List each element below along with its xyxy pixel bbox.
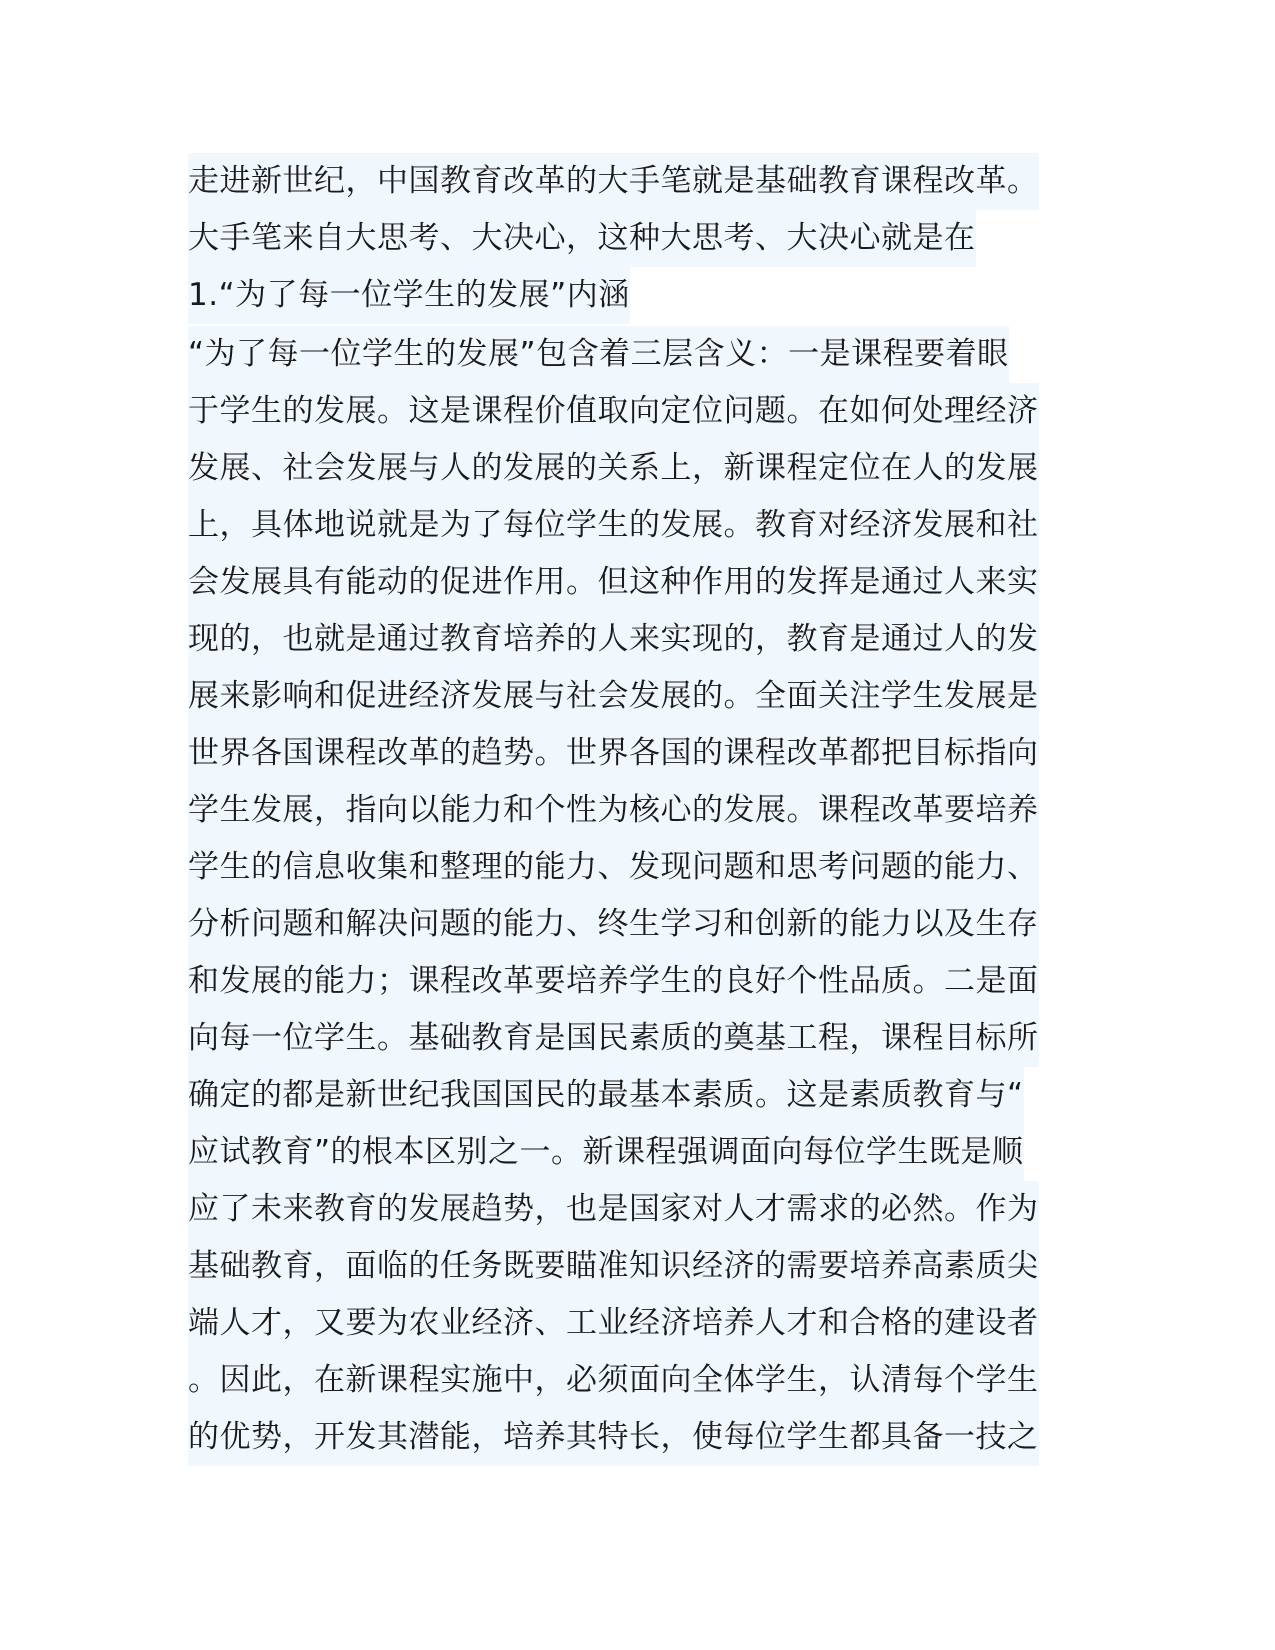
intro-line-1: 走进新世纪，中国教育改革的大手笔就是基础教育课程改革。 [188, 153, 1088, 210]
paragraph-line: 应了未来教育的发展趋势，也是国家对人才需求的必然。作为 [188, 1181, 1088, 1238]
paragraph-line: 和发展的能力；课程改革要培养学生的良好个性品质。二是面 [188, 953, 1088, 1010]
paragraph-line: 世界各国课程改革的趋势。世界各国的课程改革都把目标指向 [188, 725, 1088, 782]
paragraph-line: 端人才，又要为农业经济、工业经济培养人才和合格的建设者 [188, 1295, 1088, 1352]
paragraph-line: 会发展具有能动的促进作用。但这种作用的发挥是通过人来实 [188, 554, 1088, 611]
paragraph-line: 展来影响和促进经济发展与社会发展的。全面关注学生发展是 [188, 668, 1088, 725]
paragraph-line: 分析问题和解决问题的能力、终生学习和创新的能力以及生存 [188, 896, 1088, 953]
paragraph-line: 于学生的发展。这是课程价值取向定位问题。在如何处理经济 [188, 383, 1088, 440]
paragraph-line: 学生的信息收集和整理的能力、发现问题和思考问题的能力、 [188, 839, 1088, 896]
document-body [188, 153, 1088, 1466]
paragraph-line: 发展、社会发展与人的发展的关系上，新课程定位在人的发展 [188, 440, 1088, 497]
paragraph-line: 学生发展，指向以能力和个性为核心的发展。课程改革要培养 [188, 782, 1088, 839]
paragraph-line: 基础教育，面临的任务既要瞄准知识经济的需要培养高素质尖 [188, 1238, 1088, 1295]
paragraph-line: 的优势，开发其潜能，培养其特长，使每位学生都具备一技之 [188, 1409, 1088, 1466]
paragraph-line: “为了每一位学生的发展”包含着三层含义：一是课程要着眼 [188, 326, 1088, 383]
paragraph-line: 现的，也就是通过教育培养的人来实现的，教育是通过人的发 [188, 611, 1088, 668]
paragraph-line: 确定的都是新世纪我国国民的最基本素质。这是素质教育与“ [188, 1067, 1088, 1124]
paragraph-line: 上，具体地说就是为了每位学生的发展。教育对经济发展和社 [188, 497, 1088, 554]
paragraph-line: 应试教育”的根本区别之一。新课程强调面向每位学生既是顺 [188, 1124, 1088, 1181]
paragraph-line: 向每一位学生。基础教育是国民素质的奠基工程，课程目标所 [188, 1010, 1088, 1067]
section-heading: 1.“为了每一位学生的发展”内涵 [188, 267, 1088, 324]
paragraph-line: 。因此，在新课程实施中，必须面向全体学生，认清每个学生 [188, 1352, 1088, 1409]
intro-line-2: 大手笔来自大思考、大决心，这种大思考、大决心就是在 [188, 210, 1088, 267]
